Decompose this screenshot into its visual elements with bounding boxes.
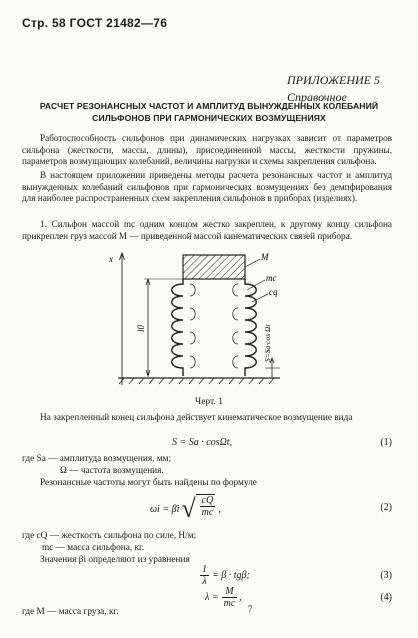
where-2a: где cQ — жесткость сильфона по силе, Н/м; (22, 531, 197, 541)
page-number: 7 (248, 604, 253, 614)
eq3-fraction (200, 564, 209, 587)
section-title: РАСЧЕТ РЕЗОНАНСНЫХ ЧАСТОТ И АМПЛИТУД ВЫНУЖДЕННЫХ КОЛЕБАНИЙ СИЛЬФОНОВ ПРИ ГАРМОНИЧЕСКИХ ВОЗМУЩЕНИЯХ (39, 101, 379, 123)
bellows-diagram (100, 250, 330, 395)
paragraph-2: В настоящем приложении приведены методы расчета резонансных частот и амплитуд вынужденных колебаний сильфонов при гармонических возмущениях без демпфирования для наиболее распространенных схем закрепления сильфонов в приборах (изделиях). (22, 170, 392, 204)
page-header: Стр. 58 ГОСТ 21482—76 (22, 16, 168, 30)
mass-block (183, 255, 245, 279)
eq2-fraction (196, 494, 216, 518)
equation-4: λ = $\frac{M}{mс}$ , (205, 586, 242, 609)
eq3-rhs: = β · tgβ; (212, 570, 250, 581)
eq4-denominator: mс (223, 598, 236, 609)
body-line-2: Резонансные частоты могут быть найдены по формуле (40, 478, 257, 488)
figure-caption: Черт. 1 (195, 397, 223, 407)
equation-2-number: (2) (380, 502, 392, 513)
equation-1: S = Sа · cosΩt, (172, 437, 233, 448)
label-mc: mс (266, 273, 277, 283)
equation-3-number: (3) (380, 570, 392, 581)
equation-2: ωi = βi √ $\frac{cQ}{mс}$ , (150, 494, 221, 523)
where-2b: mс — масса сильфона, кг. (42, 543, 145, 553)
eq4-lhs: λ = (205, 592, 219, 603)
where-1b: Ω — частота возмущения. (60, 466, 164, 476)
where-1a: где Sа — амплитуда возмущения, мм; (22, 454, 172, 464)
label-M: M (261, 252, 269, 262)
eq4-fraction (222, 586, 238, 609)
where-3: где M — масса груза, кг. (22, 607, 119, 617)
sqrt-sign: √ (181, 494, 196, 523)
paragraph-3: 1. Сильфон массой mс одним концом жестко закреплен, к другому концу сильфона прикреплен груз массой M — приведенной массой кинематических связей прибора. (22, 219, 392, 241)
equation-4-number: (4) (380, 592, 392, 603)
label-S: S=Sа·cos Ωt (263, 324, 272, 362)
label-l0: l0 (136, 324, 146, 332)
appendix-number: ПРИЛОЖЕНИЕ 5 (287, 73, 380, 87)
eq2-lhs: ωi = βi (150, 503, 180, 515)
body-line-1: На закрепленный конец сильфона действует кинематическое возмущение вида (40, 413, 353, 423)
eq3-denominator: λ (202, 576, 207, 587)
label-x: x (109, 254, 113, 264)
paragraph-1: Работоспособность сильфонов при динамических нагрузках зависит от параметров сильфона (жесткости, массы, длины), присоединенной массы, жесткости пружины, параметров возмущающих колебаний, величины нагрузки и схемы закрепления сильфона. (22, 133, 392, 167)
body-line-3: Значения βi определяют из уравнения (40, 555, 190, 565)
eq4-numerator: M (222, 586, 238, 598)
eq3-numerator: 1 (202, 564, 207, 575)
appendix-type: Справочное (287, 90, 347, 104)
eq2-numerator: cQ (201, 495, 214, 506)
eq2-denominator: mс (201, 507, 214, 518)
equation-1-number: (1) (380, 437, 392, 448)
bellows-body (172, 279, 183, 376)
label-cq: cq (269, 287, 278, 297)
equation-3 (200, 564, 250, 587)
